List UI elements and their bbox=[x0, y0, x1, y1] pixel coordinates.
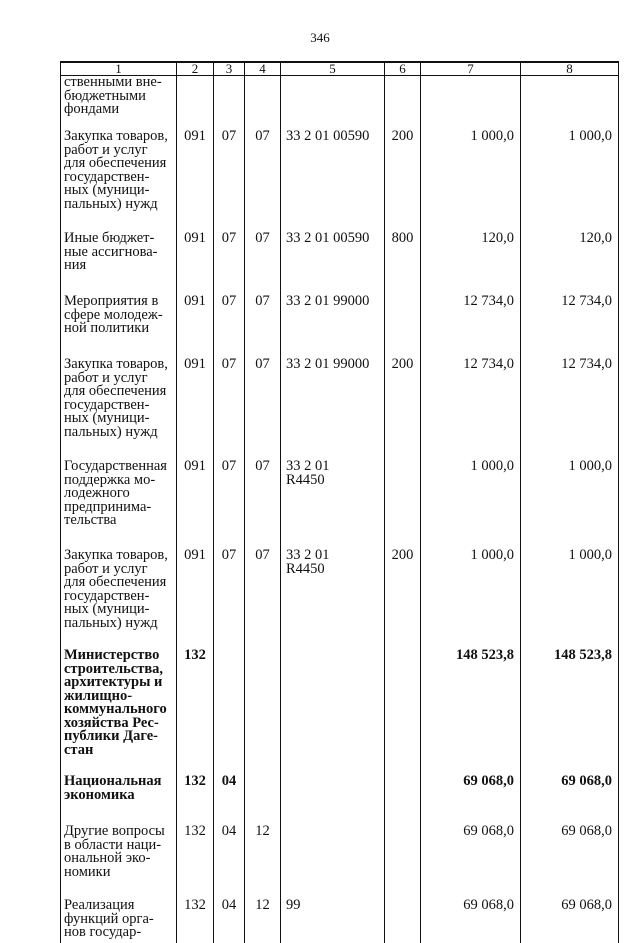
row-name-text: Закупка товаров, работ и услуг для обеспечения государствен- ных (муници- пальных) нужд bbox=[64, 128, 168, 212]
target-article-code-text: 33 2 01 99000 bbox=[286, 356, 370, 372]
cell-subsection-code bbox=[245, 766, 281, 814]
amount-second-text: 120,0 bbox=[579, 230, 612, 246]
cell-target-article-code bbox=[281, 128, 385, 221]
cell-amount-second bbox=[521, 538, 619, 640]
section-code-text: 07 bbox=[221, 128, 237, 144]
cell-subsection-code bbox=[245, 640, 281, 766]
cell-target-article-code bbox=[281, 890, 385, 943]
cell-target-article-code bbox=[281, 221, 385, 284]
column-header: 2 bbox=[177, 62, 214, 76]
subsection-code-text: 07 bbox=[255, 230, 270, 246]
ministry-code-text: 132 bbox=[184, 897, 206, 913]
cell-row-name bbox=[61, 814, 177, 890]
subsection-code-text: 12 bbox=[255, 823, 270, 839]
cell-expense-type-code bbox=[385, 347, 421, 449]
target-article-code-text: 33 2 01 00590 bbox=[286, 128, 370, 144]
cell-section-code bbox=[214, 284, 245, 347]
section-code-text: 07 bbox=[221, 356, 237, 372]
subsection-code-text: 07 bbox=[255, 128, 270, 144]
cell-subsection-code bbox=[245, 814, 281, 890]
cell-subsection-code bbox=[245, 76, 281, 129]
cell-subsection-code bbox=[245, 347, 281, 449]
cell-section-code bbox=[214, 76, 245, 129]
amount-second-text: 1 000,0 bbox=[568, 458, 612, 474]
amount-second-text: 69 068,0 bbox=[561, 897, 612, 913]
ministry-code-text: 091 bbox=[184, 356, 206, 372]
target-article-code-text: 33 2 01 99000 bbox=[286, 293, 370, 309]
table-row bbox=[61, 221, 619, 284]
cell-subsection-code bbox=[245, 538, 281, 640]
cell-row-name bbox=[61, 766, 177, 814]
ministry-code-text: 132 bbox=[184, 773, 206, 789]
cell-expense-type-code bbox=[385, 538, 421, 640]
cell-target-article-code bbox=[281, 640, 385, 766]
cell-row-name bbox=[61, 347, 177, 449]
expense-type-code-text: 200 bbox=[391, 547, 414, 563]
amount-first-text: 148 523,8 bbox=[456, 647, 514, 663]
ministry-code-text: 091 bbox=[184, 458, 206, 474]
row-name-text: Закупка товаров, работ и услуг для обеспечения государствен- ных (муници- пальных) нужд bbox=[64, 356, 168, 440]
cell-expense-type-code bbox=[385, 814, 421, 890]
cell-amount-first bbox=[421, 221, 521, 284]
target-article-code-text: 33 2 01 R4450 bbox=[286, 547, 330, 577]
section-code-text: 04 bbox=[221, 823, 237, 839]
cell-subsection-code bbox=[245, 221, 281, 284]
amount-second-text: 148 523,8 bbox=[554, 647, 612, 663]
cell-target-article-code bbox=[281, 76, 385, 129]
cell-amount-first bbox=[421, 76, 521, 129]
cell-target-article-code bbox=[281, 347, 385, 449]
cell-row-name bbox=[61, 640, 177, 766]
amount-first-text: 12 734,0 bbox=[463, 356, 514, 372]
column-header: 6 bbox=[385, 62, 421, 76]
cell-section-code bbox=[214, 640, 245, 766]
column-header: 7 bbox=[421, 62, 521, 76]
subsection-code-text: 07 bbox=[255, 293, 270, 309]
row-name-text: ственными вне- бюджетными фондами bbox=[64, 74, 162, 117]
cell-ministry-code bbox=[177, 347, 214, 449]
row-name-text: Национальная экономика bbox=[64, 773, 162, 803]
section-code-text: 07 bbox=[221, 458, 237, 474]
cell-amount-first bbox=[421, 347, 521, 449]
target-article-code-text: 33 2 01 R4450 bbox=[286, 458, 330, 488]
table-row bbox=[61, 284, 619, 347]
cell-expense-type-code bbox=[385, 76, 421, 129]
cell-amount-second bbox=[521, 890, 619, 943]
table-row bbox=[61, 640, 619, 766]
column-header: 3 bbox=[214, 62, 245, 76]
cell-section-code bbox=[214, 449, 245, 538]
expense-type-code-text: 200 bbox=[391, 356, 414, 372]
column-header: 5 bbox=[281, 62, 385, 76]
cell-section-code bbox=[214, 538, 245, 640]
cell-section-code bbox=[214, 128, 245, 221]
cell-amount-first bbox=[421, 128, 521, 221]
cell-ministry-code bbox=[177, 76, 214, 129]
cell-subsection-code bbox=[245, 284, 281, 347]
table-row bbox=[61, 76, 619, 129]
ministry-code-text: 091 bbox=[184, 547, 206, 563]
amount-second-text: 69 068,0 bbox=[561, 823, 612, 839]
table-row bbox=[61, 814, 619, 890]
cell-expense-type-code bbox=[385, 128, 421, 221]
row-name-text: Министерство строительства, архитектуры и жилищно- коммунального хозяйства Рес- публики Даге- стан bbox=[64, 647, 167, 758]
row-name-text: Мероприятия в сфере молодеж- ной политики bbox=[64, 293, 163, 336]
cell-amount-second bbox=[521, 284, 619, 347]
target-article-code-text: 33 2 01 00590 bbox=[286, 230, 370, 246]
table-row bbox=[61, 128, 619, 221]
table-row bbox=[61, 538, 619, 640]
cell-target-article-code bbox=[281, 814, 385, 890]
cell-expense-type-code bbox=[385, 221, 421, 284]
amount-second-text: 12 734,0 bbox=[561, 293, 612, 309]
cell-row-name bbox=[61, 221, 177, 284]
column-header: 8 bbox=[521, 62, 619, 76]
subsection-code-text: 07 bbox=[255, 547, 270, 563]
page-number: 346 bbox=[310, 30, 330, 45]
amount-second-text: 1 000,0 bbox=[568, 128, 612, 144]
section-code-text: 04 bbox=[221, 897, 237, 913]
amount-first-text: 12 734,0 bbox=[463, 293, 514, 309]
row-name-text: Реализация функций орга- нов государ- bbox=[64, 897, 154, 940]
cell-section-code bbox=[214, 890, 245, 943]
row-name-text: Другие вопросы в области наци- ональной эко- номики bbox=[64, 823, 165, 880]
amount-first-text: 120,0 bbox=[481, 230, 514, 246]
cell-amount-first bbox=[421, 284, 521, 347]
cell-section-code bbox=[214, 766, 245, 814]
amount-first-text: 1 000,0 bbox=[470, 547, 514, 563]
cell-amount-first bbox=[421, 890, 521, 943]
cell-subsection-code bbox=[245, 128, 281, 221]
amount-first-text: 69 068,0 bbox=[463, 773, 514, 789]
section-code-text: 07 bbox=[221, 230, 237, 246]
table-row bbox=[61, 347, 619, 449]
cell-expense-type-code bbox=[385, 890, 421, 943]
budget-table bbox=[60, 61, 619, 943]
amount-first-text: 69 068,0 bbox=[463, 897, 514, 913]
cell-amount-first bbox=[421, 538, 521, 640]
row-name-text: Иные бюджет- ные ассигнова- ния bbox=[64, 230, 158, 273]
cell-ministry-code bbox=[177, 890, 214, 943]
cell-amount-second bbox=[521, 128, 619, 221]
column-header: 4 bbox=[245, 62, 281, 76]
amount-second-text: 1 000,0 bbox=[568, 547, 612, 563]
section-code-text: 07 bbox=[221, 547, 237, 563]
cell-ministry-code bbox=[177, 814, 214, 890]
cell-expense-type-code bbox=[385, 284, 421, 347]
cell-amount-second bbox=[521, 449, 619, 538]
amount-first-text: 1 000,0 bbox=[470, 458, 514, 474]
row-name-text: Закупка товаров, работ и услуг для обеспечения государствен- ных (муници- пальных) нужд bbox=[64, 547, 168, 631]
cell-row-name bbox=[61, 128, 177, 221]
cell-subsection-code bbox=[245, 890, 281, 943]
section-code-text: 04 bbox=[221, 773, 237, 789]
table-row bbox=[61, 766, 619, 814]
table-row bbox=[61, 449, 619, 538]
cell-expense-type-code bbox=[385, 766, 421, 814]
cell-target-article-code bbox=[281, 284, 385, 347]
cell-ministry-code bbox=[177, 538, 214, 640]
target-article-code-text: 99 bbox=[286, 897, 301, 913]
expense-type-code-text: 200 bbox=[391, 128, 414, 144]
cell-row-name bbox=[61, 890, 177, 943]
cell-amount-first bbox=[421, 640, 521, 766]
cell-amount-second bbox=[521, 76, 619, 129]
cell-amount-second bbox=[521, 640, 619, 766]
ministry-code-text: 091 bbox=[184, 230, 206, 246]
cell-section-code bbox=[214, 814, 245, 890]
amount-first-text: 69 068,0 bbox=[463, 823, 514, 839]
cell-row-name bbox=[61, 449, 177, 538]
cell-row-name bbox=[61, 76, 177, 129]
cell-row-name bbox=[61, 284, 177, 347]
cell-expense-type-code bbox=[385, 640, 421, 766]
cell-ministry-code bbox=[177, 128, 214, 221]
column-header: 1 bbox=[61, 62, 177, 76]
cell-ministry-code bbox=[177, 640, 214, 766]
cell-ministry-code bbox=[177, 221, 214, 284]
amount-second-text: 12 734,0 bbox=[561, 356, 612, 372]
cell-target-article-code bbox=[281, 538, 385, 640]
cell-row-name bbox=[61, 538, 177, 640]
amount-first-text: 1 000,0 bbox=[470, 128, 514, 144]
amount-second-text: 69 068,0 bbox=[561, 773, 612, 789]
cell-target-article-code bbox=[281, 766, 385, 814]
table-row bbox=[61, 890, 619, 943]
cell-amount-second bbox=[521, 814, 619, 890]
expense-type-code-text: 800 bbox=[391, 230, 414, 246]
cell-ministry-code bbox=[177, 449, 214, 538]
cell-amount-first bbox=[421, 449, 521, 538]
subsection-code-text: 12 bbox=[255, 897, 270, 913]
cell-amount-first bbox=[421, 814, 521, 890]
row-name-text: Государственная поддержка мо- лодежного предпринима- тельства bbox=[64, 458, 167, 528]
ministry-code-text: 132 bbox=[184, 647, 206, 663]
cell-expense-type-code bbox=[385, 449, 421, 538]
subsection-code-text: 07 bbox=[255, 458, 270, 474]
cell-section-code bbox=[214, 221, 245, 284]
cell-ministry-code bbox=[177, 284, 214, 347]
ministry-code-text: 091 bbox=[184, 293, 206, 309]
ministry-code-text: 091 bbox=[184, 128, 206, 144]
cell-amount-second bbox=[521, 221, 619, 284]
cell-target-article-code bbox=[281, 449, 385, 538]
subsection-code-text: 07 bbox=[255, 356, 270, 372]
ministry-code-text: 132 bbox=[184, 823, 206, 839]
section-code-text: 07 bbox=[221, 293, 237, 309]
cell-subsection-code bbox=[245, 449, 281, 538]
cell-amount-second bbox=[521, 766, 619, 814]
cell-amount-first bbox=[421, 766, 521, 814]
cell-section-code bbox=[214, 347, 245, 449]
cell-amount-second bbox=[521, 347, 619, 449]
cell-ministry-code bbox=[177, 766, 214, 814]
